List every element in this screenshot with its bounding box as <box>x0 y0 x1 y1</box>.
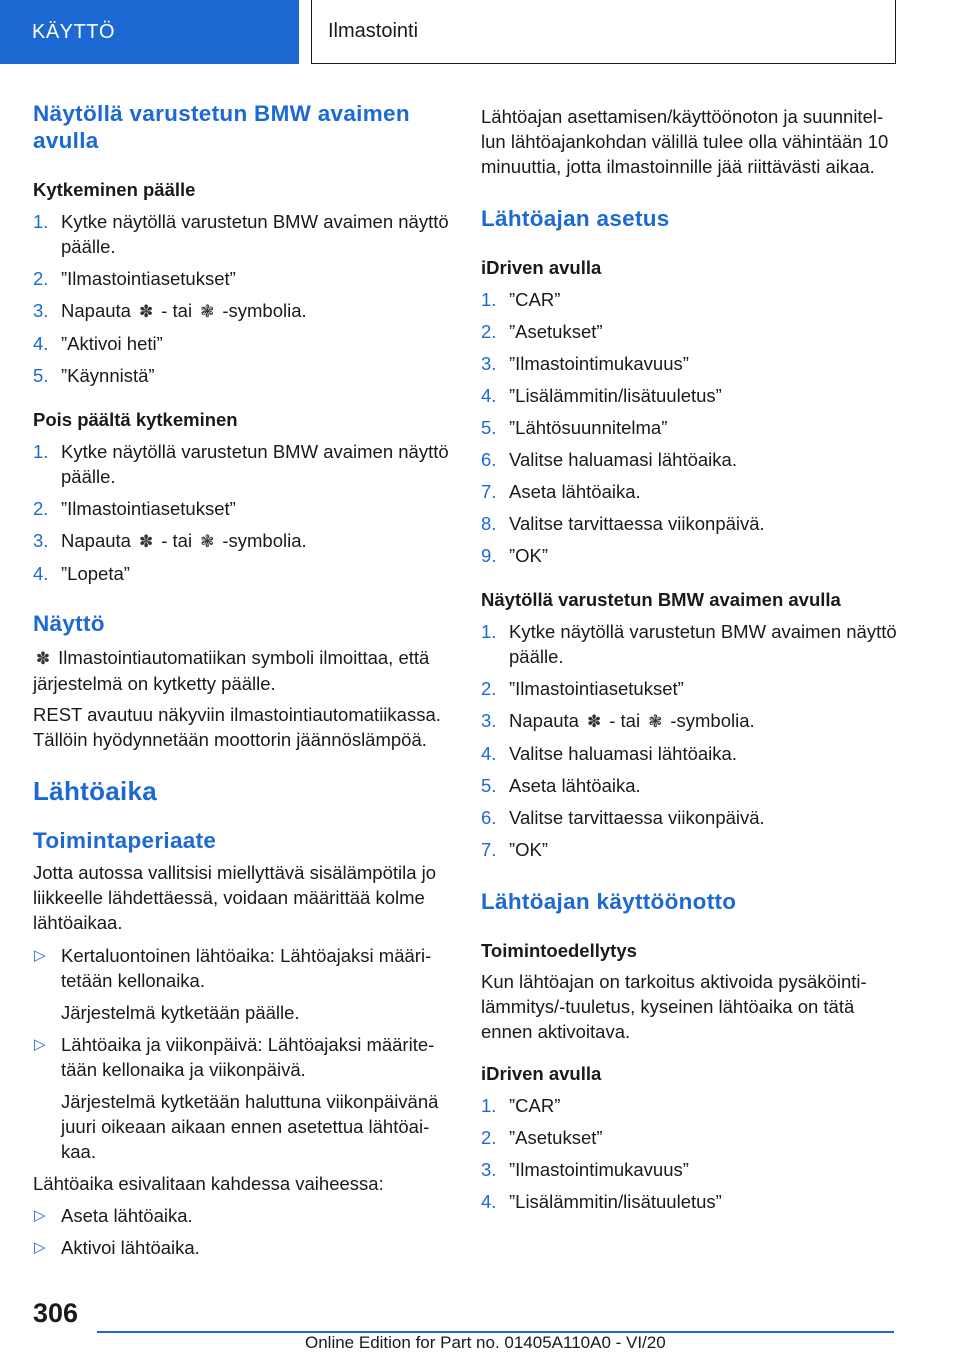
heading-principle: Toimintaperiaate <box>33 828 217 853</box>
principle-paragraph: Jotta autossa vallitsisi miellyttävä sisälämpötila jo liikkeelle lähdettäessä, voidaan määrittää kolme lähtöaikaa. <box>33 862 437 933</box>
edition-text: Online Edition for Part no. 01405A110A0 - VI/20 <box>305 1333 666 1352</box>
list-item: 3. Napauta ✽ - tai ❃ -symbolia. <box>481 708 899 734</box>
heading-display: Näyttö <box>33 611 105 636</box>
heading-switch-off: Pois päältä kytkeminen <box>33 409 238 430</box>
list-item: ▷ Kertaluontoinen lähtöaika: Lähtöajaksi määritetään kellonaika. <box>34 945 432 991</box>
bullet-sub-text: Järjestelmä kytketään päälle. <box>61 1002 300 1023</box>
list-item: 7. Aseta lähtöaika. <box>481 481 641 502</box>
display-paragraph-2: REST avautuu näkyviin ilmastointiautomatiikassa. Tällöin hyödynnetään moottorin jäännöslämpöä. <box>33 704 441 750</box>
list-item: ▷ Lähtöaika ja viikonpäivä: Lähtöajaksi määritetään kellonaika ja viikonpäivä. <box>34 1034 435 1080</box>
list-item: 3. Napauta ✽ - tai ❃ -symbolia. <box>33 298 451 324</box>
heading-prerequisite: Toimintoedellytys <box>481 940 637 961</box>
list-item: ▷ Aseta lähtöaika. <box>34 1205 193 1226</box>
list-item: 8. Valitse tarvittaessa viikonpäivä. <box>481 513 765 534</box>
list-item: 5. ”Lähtösuunnitelma” <box>481 417 668 438</box>
fan-icon: ✽ <box>586 712 602 731</box>
heading-set-departure: Lähtöajan asetus <box>481 206 670 231</box>
list-item: ▷ Aktivoi lähtöaika. <box>34 1237 200 1258</box>
preselect-steps <box>33 1203 451 1260</box>
section-tab: KÄYTTÖ <box>0 0 299 64</box>
list-item: 2. ”Ilmastointiasetukset” <box>33 498 236 519</box>
chapter-title: Ilmastointi <box>311 0 896 64</box>
list-item: 1. Kytke näytöllä varustetun BMW avaimen näyttö päälle. <box>33 211 449 257</box>
switch-off-steps <box>33 439 451 586</box>
display-paragraph-1: ✽ Ilmastointiautomatiikan symboli ilmoittaa, että järjestelmä on kytketty päälle. <box>33 647 430 694</box>
list-item: 1. Kytke näytöllä varustetun BMW avaimen näyttö päälle. <box>481 621 897 667</box>
triangle-bullet-icon: ▷ <box>34 947 46 964</box>
heading-key-display-right: Näytöllä varustetun BMW avaimen avulla <box>481 589 841 610</box>
list-item: 9. ”OK” <box>481 545 549 566</box>
list-item: 2. ”Asetukset” <box>481 321 603 342</box>
preselect-paragraph: Lähtöaika esivalitaan kahdessa vaiheessa: <box>33 1173 384 1194</box>
list-item: 5. Aseta lähtöaika. <box>481 775 641 796</box>
fan-max-icon: ❃ <box>200 532 215 551</box>
right-column <box>481 100 899 1214</box>
heading-departure-time: Lähtöaika <box>33 776 158 806</box>
list-item: 4. ”Lisälämmitin/lisätuuletus” <box>481 1191 722 1212</box>
departure-types <box>33 943 451 993</box>
key-steps <box>481 619 899 862</box>
left-column <box>33 100 451 1260</box>
list-item: 1. ”CAR” <box>481 1095 561 1116</box>
intro-paragraph: Lähtöajan asettamisen/käyttöönoton ja suunnitellun lähtöajankohdan välillä tulee olla vähintään 10 minuuttia, jotta ilmastoinnille jää riittävästi aikaa. <box>481 106 889 177</box>
idrive-steps <box>481 287 899 568</box>
heading-switch-on: Kytkeminen päälle <box>33 179 196 200</box>
list-item: 4. ”Lopeta” <box>33 563 130 584</box>
prerequisite-paragraph: Kun lähtöajan on tarkoitus aktivoida pysäköintilämmitys/-tuuletus, kyseinen lähtöaika on tätä ennen aktivoitava. <box>481 971 867 1042</box>
list-item: 4. Valitse haluamasi lähtöaika. <box>481 743 737 764</box>
switch-on-steps <box>33 209 451 388</box>
list-item: 2. ”Ilmastointiasetukset” <box>481 678 684 699</box>
list-item: 6. Valitse tarvittaessa viikonpäivä. <box>481 807 765 828</box>
list-item: 3. ”Ilmastointimukavuus” <box>481 353 689 374</box>
bullet-sub-text: Järjestelmä kytketään haluttuna viikonpäivänä juuri oikeaan aikaan ennen asetettua lähtöaikaa. <box>61 1091 439 1162</box>
fan-icon: ✽ <box>35 649 51 668</box>
list-item: 4. ”Lisälämmitin/lisätuuletus” <box>481 385 722 406</box>
heading-enable-departure: Lähtöajan käyttöönotto <box>481 889 737 914</box>
list-item: 3. ”Ilmastointimukavuus” <box>481 1159 689 1180</box>
fan-icon: ✽ <box>138 532 154 551</box>
triangle-bullet-icon: ▷ <box>34 1036 46 1053</box>
fan-icon: ✽ <box>138 302 154 321</box>
list-item: 5. ”Käynnistä” <box>33 365 155 386</box>
list-item: 6. Valitse haluamasi lähtöaika. <box>481 449 737 470</box>
triangle-bullet-icon: ▷ <box>34 1207 46 1224</box>
fan-max-icon: ❃ <box>200 302 215 321</box>
list-item: 1. Kytke näytöllä varustetun BMW avaimen näyttö päälle. <box>33 441 449 487</box>
triangle-bullet-icon: ▷ <box>34 1239 46 1256</box>
list-item: 2. ”Ilmastointiasetukset” <box>33 268 236 289</box>
list-item: 2. ”Asetukset” <box>481 1127 603 1148</box>
page-number: 306 <box>33 1298 79 1328</box>
heading-idrive: iDriven avulla <box>481 257 602 278</box>
idrive-steps-2 <box>481 1093 899 1214</box>
list-item: 1. ”CAR” <box>481 289 561 310</box>
heading-key-display: Näytöllä varustetun BMW avaimen avulla <box>33 101 410 153</box>
heading-idrive-2: iDriven avulla <box>481 1063 602 1084</box>
departure-types-2 <box>33 1032 451 1082</box>
list-item: 4. ”Aktivoi heti” <box>33 333 163 354</box>
fan-max-icon: ❃ <box>648 712 663 731</box>
list-item: 7. ”OK” <box>481 839 549 860</box>
list-item: 3. Napauta ✽ - tai ❃ -symbolia. <box>33 528 451 554</box>
